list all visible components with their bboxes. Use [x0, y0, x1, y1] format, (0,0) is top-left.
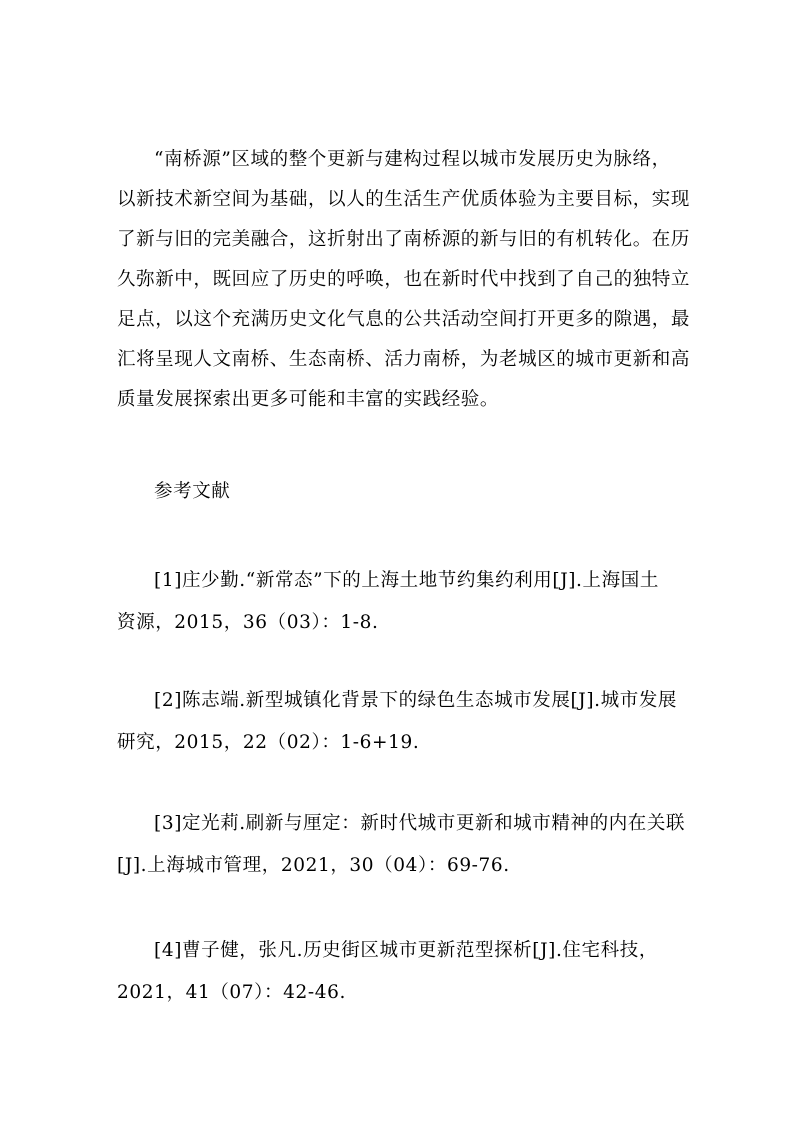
paragraph-line: 汇将呈现人文南桥、生态南桥、活力南桥，为老城区的城市更新和高 — [117, 349, 691, 370]
paragraph-line: 足点，以这个充满历史文化气息的公共活动空间打开更多的隙遇，最 — [117, 309, 691, 330]
reference-line: [2]陈志端.新型城镇化背景下的绿色生态城市发展[J].城市发展 — [154, 690, 678, 711]
reference-item-4 — [117, 930, 678, 1014]
references-heading: 参考文献 — [154, 481, 231, 502]
paragraph-line: 质量发展探索出更多可能和丰富的实践经验。 — [117, 389, 500, 410]
paragraph-line: 了新与旧的完美融合，这折射出了南桥源的新与旧的有机转化。在历 — [117, 229, 691, 250]
reference-line: 研究，2015，22（02）：1-6+19. — [117, 732, 420, 753]
reference-line: 资源，2015，36（03）：1-8. — [117, 612, 379, 633]
reference-line: [4]曹子健，张凡.历史街区城市更新范型探析[J].住宅科技， — [154, 940, 658, 961]
reference-line: [J].上海城市管理，2021，30（04）：69-76. — [117, 855, 510, 876]
reference-item-2 — [117, 680, 678, 764]
paragraph-line: 以新技术新空间为基础，以人的生活生产优质体验为主要目标，实现 — [117, 189, 691, 210]
reference-line: [1]庄少勤.“新常态”下的上海土地节约集约利用[J].上海国土 — [154, 570, 659, 591]
reference-item-1 — [117, 560, 678, 644]
reference-item-3 — [117, 803, 686, 887]
reference-line: 2021，41（07）：42-46. — [117, 982, 346, 1003]
paragraph-line: 久弥新中，既回应了历史的呼唤，也在新时代中找到了自己的独特立 — [117, 269, 691, 290]
body-paragraph — [117, 140, 691, 420]
references-heading-block — [117, 472, 678, 512]
reference-line: [3]定光莉.刷新与厘定：新时代城市更新和城市精神的内在关联 — [154, 813, 686, 834]
paragraph-line: “南桥源”区域的整个更新与建构过程以城市发展历史为脉络， — [154, 149, 671, 170]
